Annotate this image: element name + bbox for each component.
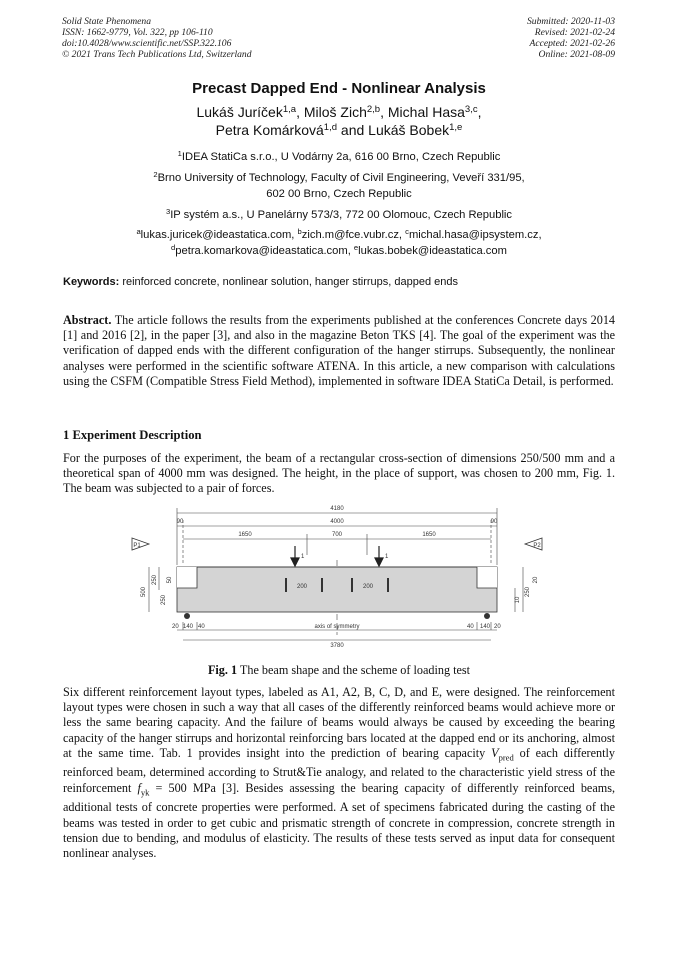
author-sup: 3,c bbox=[464, 103, 478, 115]
figure-caption-text: The beam shape and the scheme of loading test bbox=[239, 663, 471, 677]
dim-span-label: 4000 bbox=[330, 519, 344, 525]
email-list: $^a$lukas.juricek@ideastatica.com, $^b$zich.m@fce.vubr.cz, $^c$michal.hasa@ipsystem.cz, $^d$petra.komarkova@ideastatica.com, $^e$lukas.bobek@ideastatica.com bbox=[136, 226, 542, 257]
dim-segment-label: 1650 bbox=[422, 532, 436, 538]
base-dim-label: 40 bbox=[198, 624, 205, 630]
publication-dates bbox=[527, 16, 615, 60]
support-p1-label: P1 bbox=[133, 543, 141, 549]
figure-caption-label: Fig. 1 bbox=[207, 663, 238, 677]
height-label: 50 bbox=[167, 576, 173, 584]
author-sup: 1,e bbox=[449, 121, 463, 133]
email-link[interactable]: lukas.juricek@ideastatica.com, bbox=[140, 229, 295, 241]
symmetry-label: axis of symmetry bbox=[314, 624, 360, 630]
journal-copyright: © 2021 Trans Tech Publications Ltd, Switzerland bbox=[62, 49, 252, 60]
author-sup: 1,d bbox=[323, 121, 338, 133]
affiliation-3: $^3$IP systém a.s., U Panelárny 573/3, 772 00 Olomouc, Czech Republic bbox=[165, 206, 513, 221]
email-link[interactable]: lukas.bobek@ideastatica.com bbox=[358, 244, 507, 257]
author-name: Lukáš Bobek bbox=[368, 122, 450, 138]
date-submitted: Submitted: 2020-11-03 bbox=[526, 16, 615, 27]
load-label: 1 bbox=[385, 554, 389, 560]
journal-info bbox=[62, 16, 252, 60]
author-name: Petra Komárková bbox=[215, 122, 324, 138]
abstract-text: The article follows the results from the experiments published at the conferences Concrete days 2014 [1] and 2016 [2], in the paper [3], and also in the magazine Beton TKS [4]. The goal of the experiment was the verification of dapped ends with the different configuration of the hanger stirrups. Subsequently, the nonlinear analyses were performed in the scientific software ATENA. In this article, a new comparison with calculations using the CSFM (Compatible Stress Field Method), implemented in software IDEA StatiCa Detail, is performed. bbox=[63, 313, 616, 388]
author-list: Lukáš Juríček$^{1,a}$, Miloš Zich$^{2,b}$, Michal Hasa$^{3,c}$, Petra Komárková$^{1,d}$ and Lukáš Bobek$^{1,e}$ bbox=[196, 103, 482, 138]
abstract bbox=[63, 313, 615, 389]
affiliation-1: $^1$IDEA StatiCa s.r.o., U Vodárny 2a, 616 00 Brno, Czech Republic bbox=[177, 148, 501, 163]
date-online: Online: 2021-08-09 bbox=[538, 49, 615, 60]
date-revised: Revised: 2021-02-24 bbox=[534, 27, 615, 38]
height-label: 250 bbox=[525, 586, 531, 598]
beam-figure bbox=[125, 500, 555, 652]
figure-caption bbox=[0, 663, 678, 678]
base-dim-label: 20 bbox=[172, 624, 179, 630]
keywords-text: reinforced concrete, nonlinear solution, hanger stirrups, dapped ends bbox=[122, 276, 459, 288]
email-link[interactable]: petra.komarkova@ideastatica.com, bbox=[175, 244, 351, 257]
cut-label: 200 bbox=[363, 584, 374, 590]
dim-total-label: 4180 bbox=[330, 506, 344, 512]
affiliation-2: $^2$Brno University of Technology, Faculty of Civil Engineering, Veveří 331/95, 602 00 Brno, Czech Republic bbox=[153, 169, 525, 200]
email-link[interactable]: zich.m@fce.vubr.cz, bbox=[301, 229, 403, 241]
height-label: 500 bbox=[141, 586, 147, 598]
dim-segment-label: 1650 bbox=[238, 532, 252, 538]
beam-shape bbox=[177, 567, 497, 619]
section-paragraph: Six different reinforcement layout types, labeled as A1, A2, B, C, D, and E, were designed. The reinforcement layout types were chosen in such a way that all cases of the differently reinforced beams would achieve more or less the same bearing capacity. And the failure of beams would always be caused by exceeding the bearing capacity of the hanger stirrups and horizontal reinforcing bars located at the dapped end or its anchoring, almost at the same time. Tab. 1 provides insight into the prediction of bearing capacity $V_{pred}$ of each differently reinforced beam, determined according to Strut&Tie analogy, and related to the characteristic yield stress of the reinforcement $f_{yk} = 500$ MPa [3]. Besides assessing the bearing capacity of differently reinforced beams, additional tests of concrete properties were performed. A set of specimens fabricated during the casting of the beams was tested in order to get cubic and prismatic strength of concrete in compression, concrete strength in tension due to bending, and modulus of elasticity. The results of these tests served as input data for consequent nonlinear analyses. bbox=[63, 685, 616, 860]
height-label: 250 bbox=[161, 594, 167, 606]
base-dim-label: 140 bbox=[183, 624, 194, 630]
height-label: 20 bbox=[533, 576, 539, 584]
author-sup: 2,b bbox=[366, 103, 381, 115]
journal-issn: ISSN: 1662-9779, Vol. 322, pp 106-110 bbox=[62, 27, 213, 38]
base-dim-label: 40 bbox=[467, 624, 474, 630]
date-accepted: Accepted: 2021-02-26 bbox=[529, 38, 615, 49]
support-p2-label: P2 bbox=[533, 543, 541, 549]
keywords-label: Keywords: bbox=[63, 276, 120, 288]
cut-label: 200 bbox=[297, 584, 308, 590]
dim-end-right-label: 90 bbox=[490, 519, 498, 525]
base-dim-label: 20 bbox=[494, 624, 501, 630]
author-name: Miloš Zich bbox=[303, 104, 367, 120]
email-link[interactable]: michal.hasa@ipsystem.cz, bbox=[408, 229, 542, 241]
journal-doi[interactable]: doi:10.4028/www.scientific.net/SSP.322.106 bbox=[62, 38, 232, 49]
section-paragraph: For the purposes of the experiment, the beam of a rectangular cross-section of dimensions 250/500 mm and a theoretical span of 4000 mm was designed. The height, in the place of support, was chosen to 200 mm, Fig. 1. The beam was subjected to a pair of forces. bbox=[63, 451, 615, 496]
height-label: 10 bbox=[515, 596, 521, 604]
height-label: 250 bbox=[152, 574, 158, 586]
base-dim-label: 140 bbox=[480, 624, 491, 630]
load-label: 1 bbox=[301, 554, 305, 560]
keywords bbox=[63, 276, 616, 288]
author-name: Lukáš Juríček bbox=[196, 104, 283, 120]
bottom-length-label: 3780 bbox=[330, 643, 344, 649]
author-name: Michal Hasa bbox=[387, 104, 465, 120]
section-heading: 1 Experiment Description bbox=[63, 428, 202, 442]
journal-name: Solid State Phenomena bbox=[62, 16, 151, 27]
dim-segment-label: 700 bbox=[331, 532, 343, 538]
support-markers bbox=[132, 538, 542, 550]
author-sup: 1,a bbox=[282, 103, 297, 115]
paper-title: Precast Dapped End - Nonlinear Analysis bbox=[192, 80, 486, 97]
dim-end-left-label: 90 bbox=[176, 519, 184, 525]
abstract-label: Abstract. bbox=[63, 313, 112, 327]
